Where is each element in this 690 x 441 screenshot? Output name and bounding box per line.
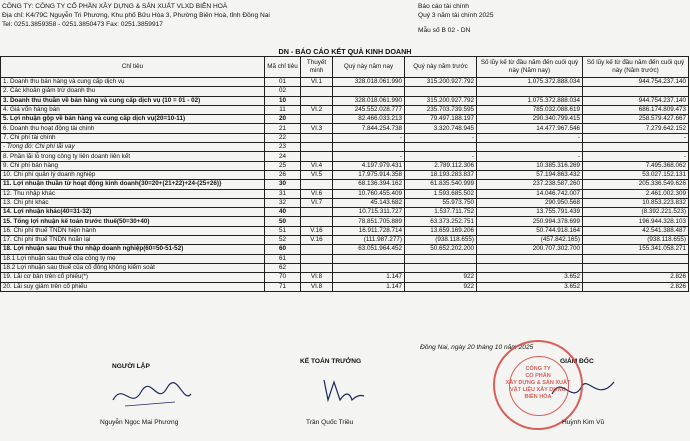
table-row [1,263,689,272]
report-period: Quý 3 năm tài chính 2025 [418,12,494,19]
row-current-quarter: 1.147 [333,282,405,291]
row-prev-quarter: (938.118.655) [405,236,477,245]
row-prev-quarter [405,263,477,272]
row-current-quarter: (111.987.277) [333,236,405,245]
row-prev-quarter: 922 [405,273,477,282]
table-header-row [1,57,689,78]
row-ytd-prev: 2.826 [583,282,689,291]
row-ytd-prev [583,254,689,263]
row-ytd-prev [583,87,689,96]
table-row [1,245,689,254]
row-ytd: 3.652 [477,282,583,291]
row-item-name: 18.2 Lợi nhuận sau thuế của cổ đông không kiểm soát [1,263,265,272]
report-type: Báo cáo tài chính [418,3,469,10]
row-item-name: 20. Lãi suy giảm trên cổ phiếu [1,282,265,291]
row-current-quarter: 17.975.914.358 [333,170,405,179]
row-ytd-prev: 686.174.809.473 [583,105,689,114]
row-ytd [477,87,583,96]
row-ytd-prev [583,263,689,272]
row-ytd: (457.842.165) [477,236,583,245]
row-current-quarter: 82.466.033.213 [333,115,405,124]
row-prev-quarter: 922 [405,282,477,291]
row-current-quarter: - [333,133,405,142]
company-seal: CÔNG TY CỔ PHẦN XÂY DỰNG & SẢN XUẤT VẬT LIỆU XÂY DỰNG BIÊN HÒA [493,340,583,430]
row-note [301,96,333,105]
row-ytd: 14.477.967.546 [477,124,583,133]
row-note [301,180,333,189]
row-prev-quarter: 79.497.188.197 [405,115,477,124]
row-item-name: 9. Chi phí bán hàng [1,161,265,170]
row-code: 25 [265,161,301,170]
table-row [1,180,689,189]
row-current-quarter: 7.844.254.738 [333,124,405,133]
row-prev-quarter: 13.659.169.206 [405,226,477,235]
table-row [1,161,689,170]
row-prev-quarter: 3.320.748.945 [405,124,477,133]
row-ytd: 1.075.372.888.034 [477,96,583,105]
row-note [301,245,333,254]
income-statement-table [0,56,689,292]
row-note [301,133,333,142]
table-row [1,115,689,124]
row-item-name: 12. Thu nhập khác [1,189,265,198]
accountant-signature [318,374,368,410]
row-current-quarter: 63.051.964.452 [333,245,405,254]
row-prev-quarter: 63.373.252.751 [405,217,477,226]
row-ytd-prev: 944.754.237.140 [583,96,689,105]
row-item-name: - Trong đó: Chi phí lãi vay [1,143,265,152]
row-code: 32 [265,198,301,207]
row-prev-quarter [405,87,477,96]
row-prev-quarter: 2.789.112.306 [405,161,477,170]
col-header-ytd: Số lũy kế từ đầu năm đến cuối quý này (Năm nay) [477,57,583,78]
row-current-quarter: 328.018.061.990 [333,78,405,87]
row-ytd-prev: 155.341.058.271 [583,245,689,254]
table-row [1,124,689,133]
row-prev-quarter: 50.652.202.200 [405,245,477,254]
row-code: 40 [265,208,301,217]
row-note: VI.8 [301,282,333,291]
row-ytd [477,263,583,272]
row-prev-quarter: 18.193.283.837 [405,170,477,179]
table-row [1,105,689,114]
row-item-name: 7. Chi phí tài chính [1,133,265,142]
row-ytd: 200.707.302.700 [477,245,583,254]
row-code: 24 [265,152,301,161]
row-current-quarter: 245.552.028.777 [333,105,405,114]
row-item-name: 2. Các khoản giảm trừ doanh thu [1,87,265,96]
row-item-name: 15. Tổng lợi nhuận kế toán trước thuế(50=30+40) [1,217,265,226]
row-ytd: 10.385.316.269 [477,161,583,170]
row-ytd: 1.075.372.888.034 [477,78,583,87]
table-row [1,189,689,198]
row-prev-quarter: - [405,133,477,142]
row-ytd [477,254,583,263]
row-code: 62 [265,263,301,272]
row-ytd: - [477,133,583,142]
row-prev-quarter: 61.835.540.999 [405,180,477,189]
row-item-name: 4. Giá vốn hàng bán [1,105,265,114]
director-name: Huỳnh Kim Vũ [562,419,605,426]
row-code: 30 [265,180,301,189]
row-note: VI.6 [301,189,333,198]
row-note [301,217,333,226]
company-name: CÔNG TY: CÔNG TY CỔ PHẦN XÂY DỰNG & SẢN XUẤT VLXD BIÊN HOÀ [2,3,228,10]
row-ytd-prev: 53.027.152.131 [583,170,689,179]
table-row [1,78,689,87]
row-current-quarter: 4.197.979.431 [333,161,405,170]
row-prev-quarter: 1.593.685.502 [405,189,477,198]
table-row [1,208,689,217]
table-row [1,133,689,142]
company-phone: Tel: 0251.3859358 - 0251.3850473 Fax: 0251.3859917 [2,21,163,28]
row-current-quarter [333,87,405,96]
row-prev-quarter: 315.200.927.792 [405,96,477,105]
row-ytd: 13.755.791.439 [477,208,583,217]
row-item-name: 5. Lợi nhuận gộp về bán hàng và cung cấp dịch vụ(20=10-11) [1,115,265,124]
row-note: V.16 [301,226,333,235]
row-current-quarter: 328.018.061.990 [333,96,405,105]
row-current-quarter [333,143,405,152]
row-item-name: 3. Doanh thu thuần về bán hàng và cung cấp dịch vụ (10 = 01 - 02) [1,96,265,105]
row-note: VI.1 [301,78,333,87]
row-note [301,87,333,96]
row-code: 02 [265,87,301,96]
row-item-name: 11. Lợi nhuận thuần từ hoạt động kinh doanh{30=20+(21+22)+24-(25+26)} [1,180,265,189]
row-code: 60 [265,245,301,254]
row-code: 71 [265,282,301,291]
row-item-name: 16. Chi phí thuế TNDN hiện hành [1,226,265,235]
row-ytd: 785.032.088.619 [477,105,583,114]
row-note [301,152,333,161]
row-item-name: 10. Chi phí quản lý doanh nghiệp [1,170,265,179]
table-row [1,143,689,152]
row-prev-quarter: 1.537.711.752 [405,208,477,217]
row-code: 22 [265,133,301,142]
row-current-quarter: 10.760.455.409 [333,189,405,198]
row-note: VI.8 [301,273,333,282]
row-prev-quarter: 315.200.927.792 [405,78,477,87]
col-header-prev-quarter: Quý này năm trước [405,57,477,78]
row-ytd-prev: 258.579.427.667 [583,115,689,124]
row-item-name: 18.1 Lợi nhuận sau thuế của công ty mẹ [1,254,265,263]
row-ytd-prev: (938.118.655) [583,236,689,245]
row-code: 61 [265,254,301,263]
row-prev-quarter: 55.973.750 [405,198,477,207]
preparer-name: Nguyễn Ngọc Mai Phương [100,419,179,426]
table-row [1,198,689,207]
preparer-signature [105,376,195,414]
row-note [301,115,333,124]
row-code: 31 [265,189,301,198]
row-ytd: 14.046.742.007 [477,189,583,198]
row-note [301,143,333,152]
row-item-name: 17. Chi phí thuế TNDN hoãn lại [1,236,265,245]
row-ytd [477,143,583,152]
row-code: 01 [265,78,301,87]
row-current-quarter: 16.911.728.714 [333,226,405,235]
row-code: 21 [265,124,301,133]
col-header-current-quarter: Quý này năm nay [333,57,405,78]
row-current-quarter: 1.147 [333,273,405,282]
row-note: VI.3 [301,124,333,133]
table-row [1,87,689,96]
row-note: V.16 [301,236,333,245]
row-ytd-prev: (8.392.221.523) [583,208,689,217]
table-row [1,226,689,235]
row-ytd-prev: - [583,152,689,161]
row-current-quarter [333,254,405,263]
row-item-name: 13. Chi phí khác [1,198,265,207]
row-ytd-prev: - [583,133,689,142]
row-item-name: 18. Lợi nhuận sau thuế thu nhập doanh nghiệp(60=50-51-52) [1,245,265,254]
row-ytd-prev: 7.279.642.152 [583,124,689,133]
row-ytd-prev: 42.541.388.487 [583,226,689,235]
row-current-quarter [333,263,405,272]
row-ytd: 237.238.587.260 [477,180,583,189]
row-current-quarter: - [333,152,405,161]
row-ytd-prev: 2.461.002.309 [583,189,689,198]
accountant-title: KẾ TOÁN TRƯỞNG [300,358,362,365]
row-ytd-prev: 944.754.237.140 [583,78,689,87]
table-row [1,217,689,226]
row-ytd-prev [583,143,689,152]
row-prev-quarter [405,254,477,263]
row-prev-quarter: 235.703.739.595 [405,105,477,114]
row-ytd-prev: 10.853.223.832 [583,198,689,207]
table-row [1,96,689,105]
row-current-quarter: 10.715.311.727 [333,208,405,217]
row-code: 51 [265,226,301,235]
table-row [1,254,689,263]
col-header-item: Chỉ tiêu [1,57,265,78]
accountant-name: Trần Quốc Triều [306,419,354,426]
row-note [301,208,333,217]
row-ytd: 57.194.863.432 [477,170,583,179]
row-code: 20 [265,115,301,124]
row-ytd: 290.950.568 [477,198,583,207]
company-address: Địa chỉ: K4/79C Nguyễn Tri Phương, Khu phố Bửu Hòa 3, Phường Biên Hoà, tỉnh Đồng Nai [2,12,270,19]
row-ytd-prev: 205.336.549.626 [583,180,689,189]
row-prev-quarter: - [405,152,477,161]
table-row [1,236,689,245]
row-note: VI.5 [301,170,333,179]
row-ytd-prev: 2.826 [583,273,689,282]
row-ytd: 3.652 [477,273,583,282]
row-note: VI.4 [301,161,333,170]
director-title: GIÁM ĐỐC [560,358,594,365]
row-ytd: 290.340.799.415 [477,115,583,124]
row-note [301,254,333,263]
row-ytd: 250.994.378.699 [477,217,583,226]
row-ytd-prev: 7.495.368.062 [583,161,689,170]
row-item-name: 8. Phần lãi lỗ trong công ty liên doanh liên kết [1,152,265,161]
row-current-quarter: 45.143.682 [333,198,405,207]
row-current-quarter: 68.136.394.162 [333,180,405,189]
row-item-name: 1. Doanh thu bán hàng và cung cấp dịch vụ [1,78,265,87]
preparer-title: NGƯỜI LẬP [112,363,150,370]
row-code: 10 [265,96,301,105]
report-title: DN - BÁO CÁO KẾT QUẢ KINH DOANH [278,47,412,56]
row-code: 50 [265,217,301,226]
row-code: 23 [265,143,301,152]
row-code: 70 [265,273,301,282]
row-current-quarter: 78.851.705.889 [333,217,405,226]
row-ytd-prev: 196.944.328.103 [583,217,689,226]
row-item-name: 6. Doanh thu hoạt động tài chính [1,124,265,133]
table-row [1,273,689,282]
row-ytd: - [477,152,583,161]
row-code: 11 [265,105,301,114]
row-item-name: 14. Lợi nhuận khác(40=31-32) [1,208,265,217]
table-row [1,282,689,291]
place-date: Đồng Nai, ngày 20 tháng 10 năm 2025 [420,344,534,351]
col-header-code: Mã chỉ tiêu [265,57,301,78]
col-header-note: Thuyết minh [301,57,333,78]
row-note: VI.2 [301,105,333,114]
row-note: VI.7 [301,198,333,207]
row-code: 26 [265,170,301,179]
form-number: Mẫu số B 02 - DN [418,27,471,34]
col-header-ytd-prev: Số lũy kế từ đầu năm đến cuối quý này (Năm trước) [583,57,689,78]
row-prev-quarter [405,143,477,152]
row-code: 52 [265,236,301,245]
table-row [1,170,689,179]
table-row [1,152,689,161]
row-ytd: 50.744.918.164 [477,226,583,235]
row-note [301,263,333,272]
row-item-name: 19. Lãi cơ bản trên cổ phiếu(*) [1,273,265,282]
